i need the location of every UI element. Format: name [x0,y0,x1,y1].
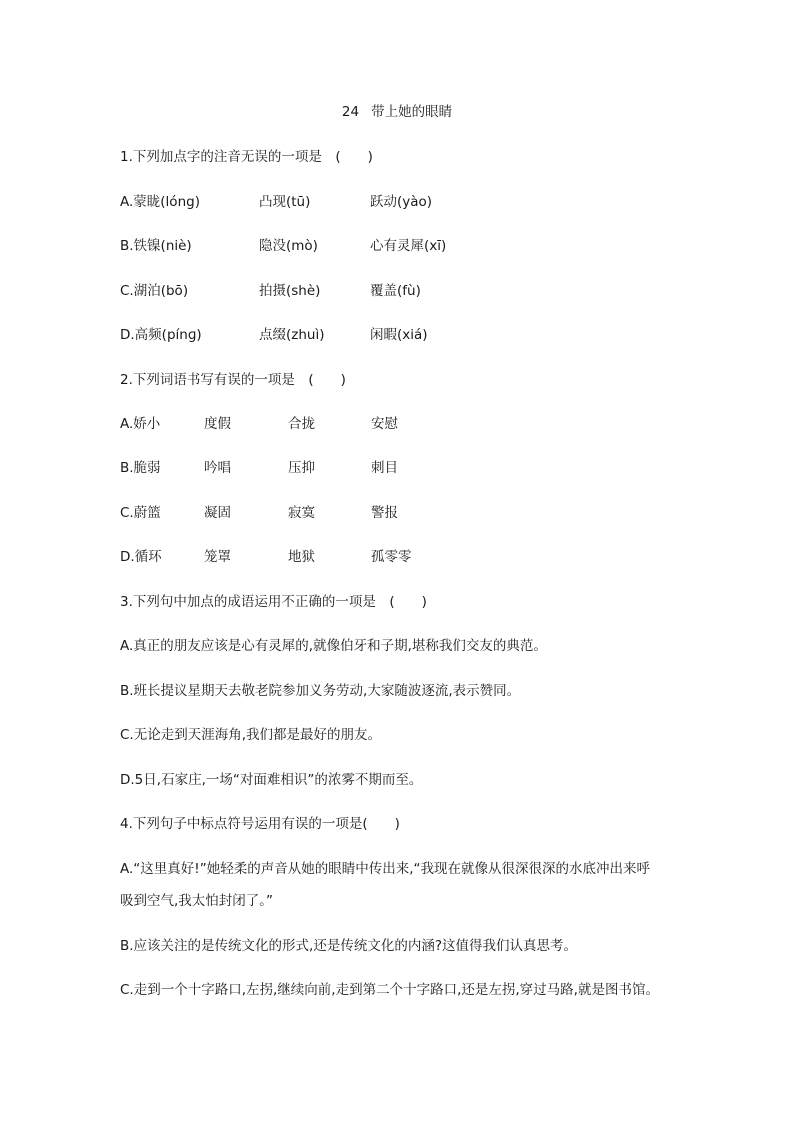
q1-option-c-2: 拍摄(shè) [259,283,321,299]
q2-option-c-3: 寂寞 [288,505,315,521]
q1-stem: 1.下列加点字的注音无误的一项是 ( ) [120,149,373,165]
q2-option-a-4: 安慰 [371,416,398,432]
q3-option-d: D.5日,石家庄,一场“对面难相识”的浓雾不期而至。 [120,772,423,788]
q2-stem: 2.下列词语书写有误的一项是 ( ) [120,372,346,388]
q2-option-c-4: 警报 [371,505,398,521]
q2-option-d-2: 笼罩 [204,549,231,565]
lesson-title [0,104,794,120]
q1-option-b-3: 心有灵犀(xī) [370,238,447,254]
q1-option-a-2: 凸现(tū) [259,194,311,210]
q2-option-b-3: 压抑 [288,460,315,476]
q2-option-b-2: 吟唱 [204,460,231,476]
q2-option-c-1: C.蔚篮 [120,505,161,521]
q3-option-c: C.无论走到天涯海角,我们都是最好的朋友。 [120,727,382,743]
q1-option-d-2: 点缀(zhuì) [259,327,325,343]
q4-stem: 4.下列句子中标点符号运用有误的一项是( ) [120,816,400,832]
q2-option-d-3: 地狱 [288,549,315,565]
q4-option-a-line1: A.“这里真好!”她轻柔的声音从她的眼睛中传出来,“我现在就像从很深很深的水底冲出来呼 [120,861,650,877]
q1-option-a-1: A.蒙眬(lóng) [120,194,200,210]
q1-option-d-3: 闲暇(xiá) [370,327,428,343]
q4-option-a-line2: 吸到空气,我太怕封闭了。” [120,893,274,909]
lesson-name: 带上她的眼睛 [371,104,453,120]
q3-stem: 3.下列句中加点的成语运用不正确的一项是 ( ) [120,594,427,610]
q2-option-b-1: B.脆弱 [120,460,161,476]
q2-option-b-4: 刺目 [371,460,398,476]
q1-option-b-2: 隐没(mò) [259,238,318,254]
lesson-number: 24 [341,104,360,120]
q1-option-c-1: C.湖泊(bō) [120,283,189,299]
q1-option-b-1: B.铁镍(niè) [120,238,192,254]
q2-option-a-3: 合拢 [288,416,315,432]
q4-option-c: C.走到一个十字路口,左拐,继续向前,走到第二个十字路口,还是左拐,穿过马路,就是图书馆。 [120,982,659,998]
q2-option-d-4: 孤零零 [371,549,412,565]
q4-option-b: B.应该关注的是传统文化的形式,还是传统文化的内涵?这值得我们认真思考。 [120,938,578,954]
q2-option-d-1: D.循环 [120,549,162,565]
q3-option-b: B.班长提议星期天去敬老院参加义务劳动,大家随波逐流,表示赞同。 [120,683,521,699]
q2-option-c-2: 凝固 [204,505,231,521]
q3-option-a: A.真正的朋友应该是心有灵犀的,就像伯牙和子期,堪称我们交友的典范。 [120,638,547,654]
q1-option-a-3: 跃动(yào) [370,194,433,210]
q2-option-a-2: 度假 [204,416,231,432]
q1-option-c-3: 覆盖(fù) [370,283,421,299]
q2-option-a-1: A.娇小 [120,416,161,432]
q1-option-d-1: D.高频(pínɡ) [120,327,202,343]
